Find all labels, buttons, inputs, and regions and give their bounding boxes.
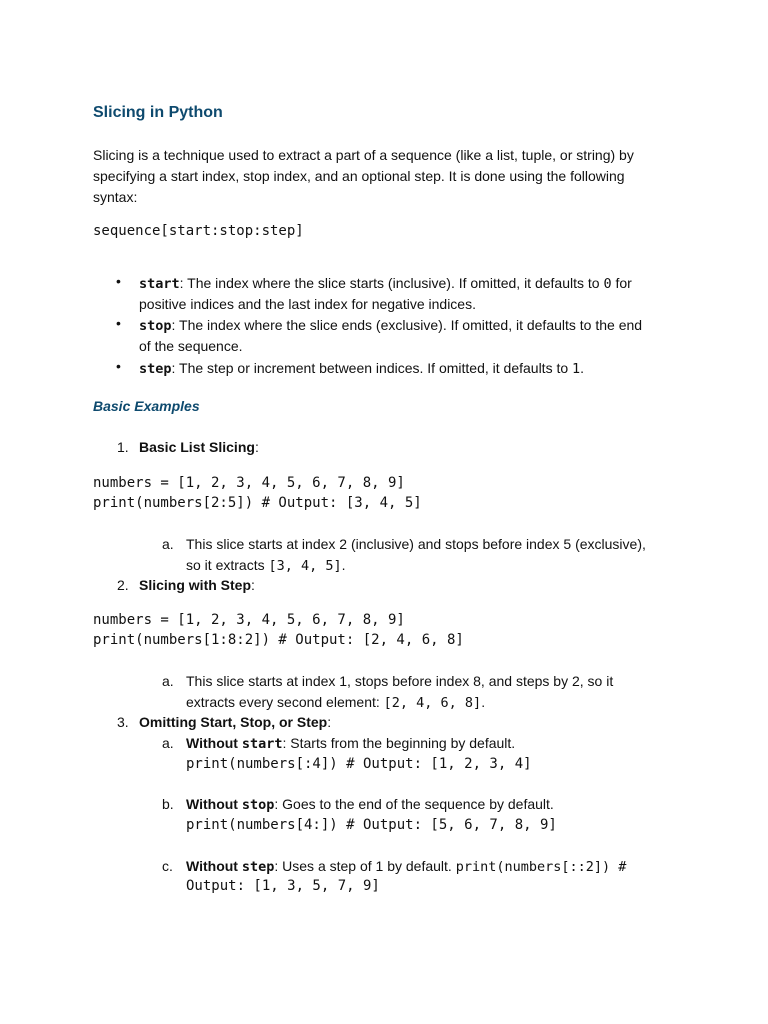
- intro-line-3: syntax:: [93, 189, 138, 205]
- example-3c-letter: c.: [162, 858, 173, 874]
- intro-line-2: specifying a start index, stop index, and an optional step. It is done using the following: [93, 168, 625, 184]
- example-3b-text: Without stop: Goes to the end of the sequence by default.: [186, 796, 554, 813]
- example-1-sub-letter: a.: [162, 536, 174, 552]
- param-stop-line-2: of the sequence.: [139, 338, 243, 354]
- bullet-start: •: [116, 273, 121, 289]
- bullet-stop: •: [116, 315, 121, 331]
- example-1-sub-line-1: This slice starts at index 2 (inclusive) and stops before index 5 (exclusive),: [186, 536, 646, 552]
- page-title: Slicing in Python: [93, 104, 223, 121]
- example-2-sub-line-1: This slice starts at index 1, stops before index 8, and steps by 2, so it: [186, 673, 614, 689]
- example-2-code-line-1: numbers = [1, 2, 3, 4, 5, 6, 7, 8, 9]: [93, 612, 405, 628]
- example-1-code-line-2: print(numbers[2:5]) # Output: [3, 4, 5]: [93, 495, 422, 511]
- example-2-sub-line-2: extracts every second element: [2, 4, 6, 8].: [186, 694, 486, 711]
- example-1-sub-line-2: so it extracts [3, 4, 5].: [186, 557, 346, 574]
- bullet-step: •: [116, 358, 121, 374]
- example-2-number: 2.: [117, 577, 129, 593]
- example-2-heading: Slicing with Step:: [139, 577, 255, 593]
- example-3c-code: Output: [1, 3, 5, 7, 9]: [186, 878, 380, 894]
- example-3b-code: print(numbers[4:]) # Output: [5, 6, 7, 8, 9]: [186, 817, 557, 833]
- example-3-number: 3.: [117, 714, 129, 730]
- param-start-line-1: start: The index where the slice starts (inclusive). If omitted, it defaults to 0 for: [139, 275, 632, 292]
- syntax-code: sequence[start:stop:step]: [93, 223, 304, 239]
- intro-line-1: Slicing is a technique used to extract a part of a sequence (like a list, tuple, or string) by: [93, 147, 634, 163]
- example-3-heading: Omitting Start, Stop, or Step:: [139, 714, 332, 730]
- example-1-number: 1.: [117, 439, 129, 455]
- param-step-line-1: step: The step or increment between indices. If omitted, it defaults to 1.: [139, 360, 585, 377]
- example-2-code-line-2: print(numbers[1:8:2]) # Output: [2, 4, 6, 8]: [93, 632, 464, 648]
- example-1-code-line-1: numbers = [1, 2, 3, 4, 5, 6, 7, 8, 9]: [93, 475, 405, 491]
- example-2-sub-letter: a.: [162, 673, 174, 689]
- param-start-term: start: [139, 276, 180, 292]
- param-start-line-2: positive indices and the last index for negative indices.: [139, 296, 476, 312]
- param-step-term: step: [139, 361, 172, 377]
- examples-heading: Basic Examples: [93, 398, 200, 414]
- example-3a-letter: a.: [162, 735, 174, 751]
- param-stop-term: stop: [139, 318, 172, 334]
- example-3b-letter: b.: [162, 796, 174, 812]
- example-3c-text: Without step: Uses a step of 1 by default. print(numbers[::2]) #: [186, 858, 627, 875]
- param-stop-line-1: stop: The index where the slice ends (exclusive). If omitted, it defaults to the end: [139, 317, 643, 334]
- example-3a-code: print(numbers[:4]) # Output: [1, 2, 3, 4]: [186, 756, 532, 772]
- example-1-heading: Basic List Slicing:: [139, 439, 259, 455]
- example-3a-text: Without start: Starts from the beginning by default.: [186, 735, 516, 752]
